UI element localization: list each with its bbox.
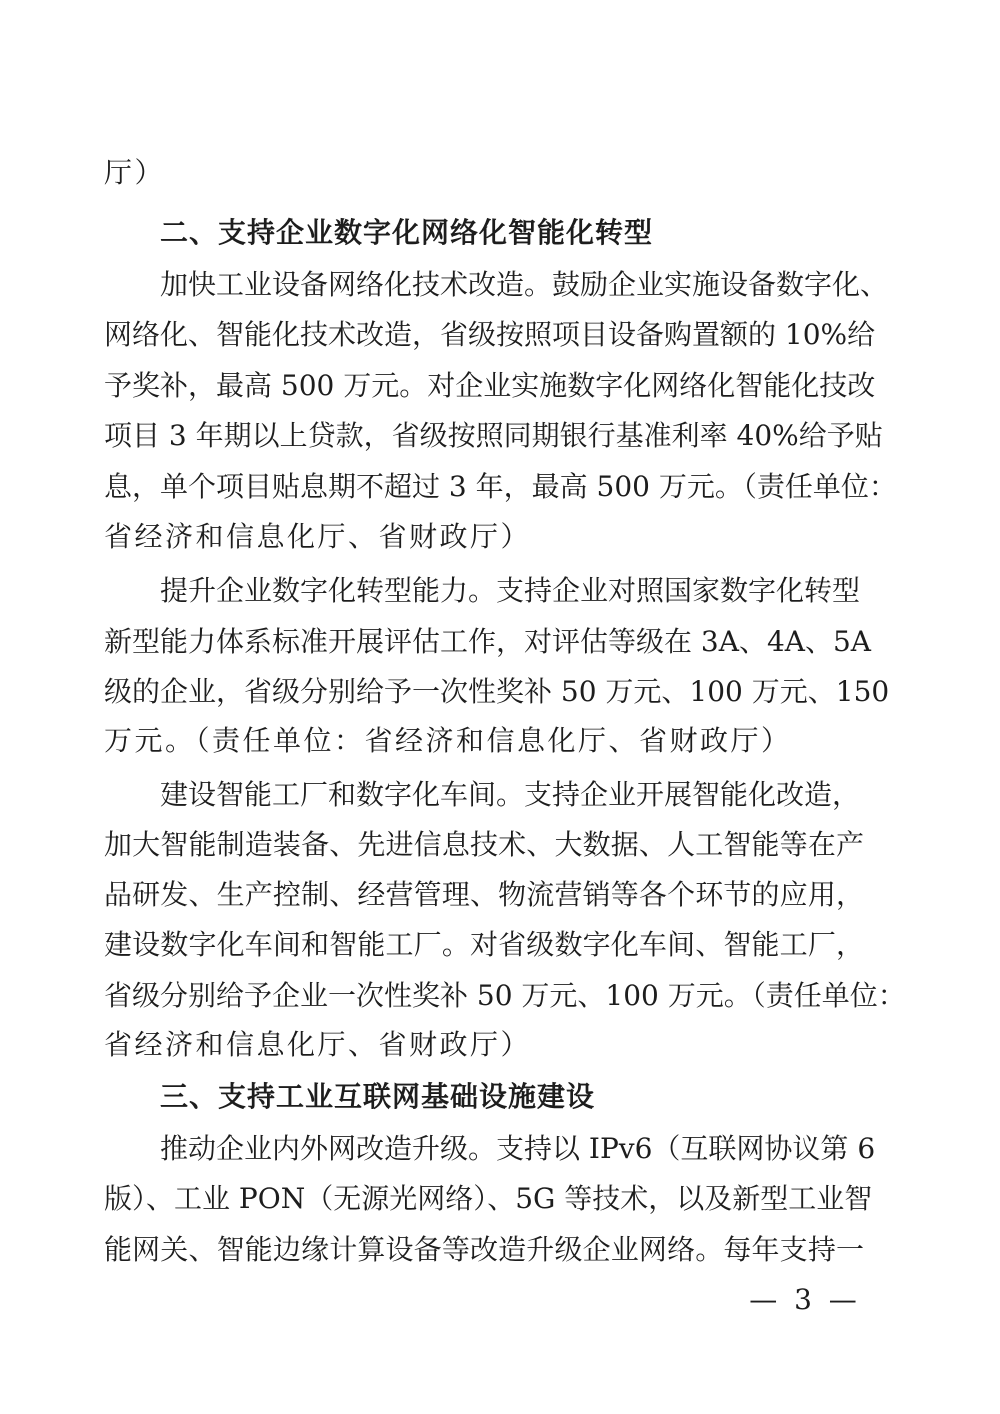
paragraph-line: 新型能力体系标准开展评估工作，对评估等级在 3A、4A、5A (104, 625, 872, 658)
paragraph-line: 加快工业设备网络化技术改造。鼓励企业实施设备数字化、 (160, 268, 889, 301)
text-line-continuation: 厅） (104, 156, 166, 189)
paragraph-line: 项目 3 年期以上贷款，省级按照同期银行基准利率 40%给予贴 (104, 419, 883, 452)
paragraph-line: 省经济和信息化厅、省财政厅） (104, 1028, 532, 1061)
page-number: — 3 — (749, 1283, 861, 1316)
paragraph-line: 加大智能制造装备、先进信息技术、大数据、人工智能等在产 (104, 828, 864, 861)
paragraph-line: 能网关、智能边缘计算设备等改造升级企业网络。每年支持一 (104, 1233, 864, 1266)
paragraph-line: 级的企业，省级分别给予一次性奖补 50 万元、100 万元、150 (104, 675, 890, 708)
paragraph-line: 息，单个项目贴息期不超过 3 年，最高 500 万元。（责任单位： (104, 470, 897, 503)
paragraph-line: 网络化、智能化技术改造，省级按照项目设备购置额的 10%给 (104, 318, 876, 351)
paragraph-line: 建设数字化车间和智能工厂。对省级数字化车间、智能工厂， (104, 928, 864, 961)
paragraph-line: 省级分别给予企业一次性奖补 50 万元、100 万元。（责任单位： (104, 979, 906, 1012)
paragraph-line: 予奖补，最高 500 万元。对企业实施数字化网络化智能化技改 (104, 369, 876, 402)
paragraph-line: 提升企业数字化转型能力。支持企业对照国家数字化转型 (160, 574, 861, 607)
paragraph-line: 版）、工业 PON（无源光网络）、5G 等技术，以及新型工业智 (104, 1182, 873, 1215)
paragraph-line: 推动企业内外网改造升级。支持以 IPv6（互联网协议第 6 (160, 1132, 876, 1165)
paragraph-line: 品研发、生产控制、经营管理、物流营销等各个环节的应用， (104, 878, 864, 911)
section-heading-2: 二、支持企业数字化网络化智能化转型 (160, 216, 654, 249)
paragraph-line: 万元。（责任单位：省经济和信息化厅、省财政厅） (104, 724, 792, 757)
paragraph-line: 建设智能工厂和数字化车间。支持企业开展智能化改造， (160, 778, 861, 811)
section-heading-3: 三、支持工业互联网基础设施建设 (160, 1080, 596, 1113)
paragraph-line: 省经济和信息化厅、省财政厅） (104, 520, 532, 553)
